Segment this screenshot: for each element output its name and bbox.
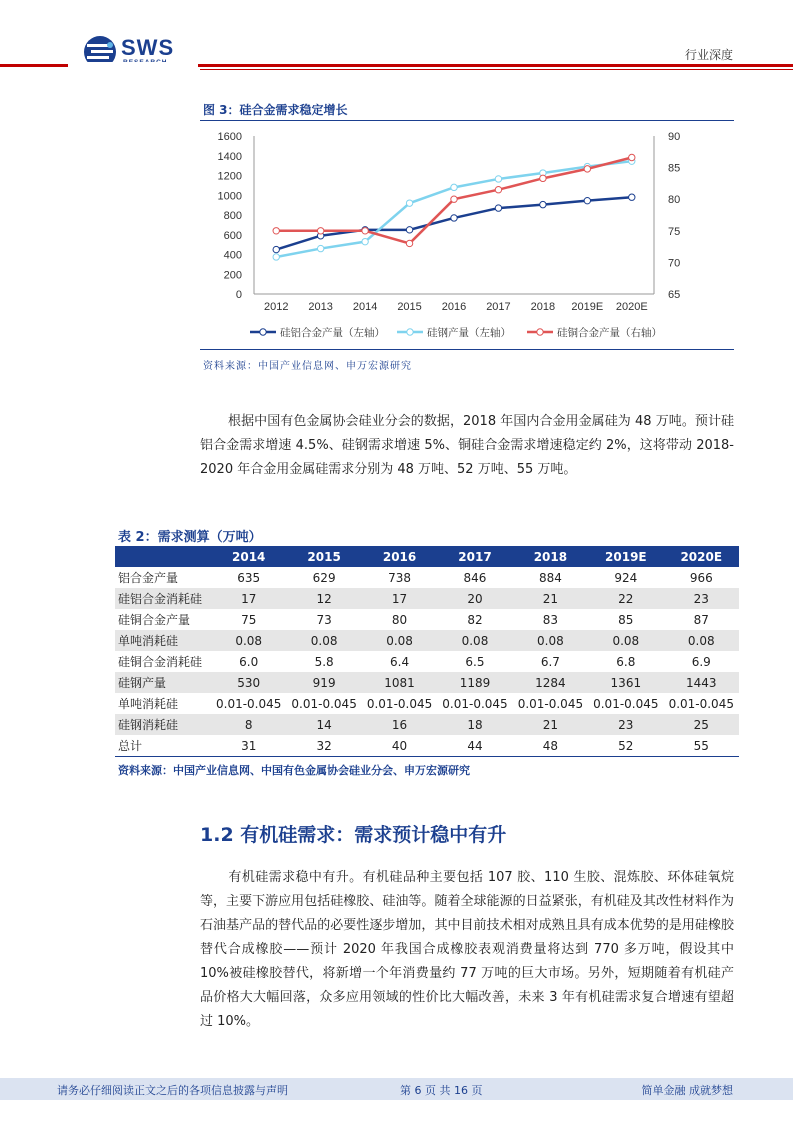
right-axis-tick-label: 90 [668, 131, 681, 143]
legend-label: 硅铜合金产量（右轴） [557, 327, 662, 339]
legend-label: 硅铝合金产量（左轴） [280, 327, 385, 339]
table-cell: 0.01-0.045 [216, 696, 282, 711]
table-cell: 85 [618, 612, 634, 627]
table-cell: 82 [467, 612, 483, 627]
table-cell: 1284 [513, 672, 588, 693]
table-row [115, 630, 739, 651]
table-cell: 924 [614, 570, 638, 585]
data-point [540, 201, 546, 207]
x-axis-tick-label: 2015 [397, 301, 422, 313]
table-cell: 0.08 [211, 630, 286, 651]
left-axis-tick-label: 1200 [217, 170, 242, 183]
right-axis-tick-label: 65 [668, 289, 681, 301]
table-row-label: 硅铜合金消耗硅 [118, 655, 203, 669]
table-header-corner [115, 546, 211, 567]
figure-bottom-rule [200, 349, 734, 350]
right-axis-tick-label: 75 [668, 225, 681, 238]
table-header-cell: 2015 [286, 546, 361, 567]
table-row [115, 714, 739, 735]
right-axis-tick-label: 80 [668, 194, 681, 207]
table-header-cell: 2017 [437, 546, 512, 567]
x-axis-tick-label: 2014 [352, 301, 378, 313]
table-cell: 0.08 [664, 630, 739, 651]
legend-marker [407, 329, 413, 335]
x-axis-tick-label: 2020E [615, 301, 648, 313]
left-axis-tick-label: 800 [223, 210, 242, 222]
table-row [115, 567, 739, 588]
data-point [495, 176, 501, 182]
table-cell: 0.08 [286, 630, 361, 651]
figure-title: 图 3：硅合金需求稳定增长 [203, 103, 348, 117]
table-header-cell: 2018 [513, 546, 588, 567]
table-cell: 629 [312, 570, 336, 585]
right-axis-tick-label: 85 [668, 162, 681, 175]
paragraph-alloy-demand [200, 410, 734, 482]
table-cell: 1443 [664, 672, 739, 693]
table-header-cell: 2019E [588, 546, 663, 567]
table-row [115, 735, 739, 757]
table-row-label: 硅铝合金消耗硅 [115, 588, 211, 609]
table-header-cell: 2014 [211, 546, 286, 567]
table-cell: 966 [689, 570, 713, 585]
table-source: 资料来源：中国产业信息网、中国有色金属协会硅业分会、申万宏源研究 [118, 764, 470, 777]
table-row [115, 588, 739, 609]
data-point [406, 200, 412, 206]
table-cell: 6.7 [540, 654, 560, 669]
table-cell: 635 [237, 570, 261, 585]
table-cell: 75 [241, 612, 257, 627]
table-cell: 6.0 [239, 654, 259, 669]
footer-slogan: 简单金融 成就梦想 [641, 1084, 733, 1097]
table-cell: 5.8 [314, 654, 334, 669]
x-axis-tick-label: 2019E [571, 301, 604, 313]
table-cell: 44 [437, 735, 512, 757]
table-cell: 73 [316, 612, 332, 627]
table-cell: 1081 [362, 672, 437, 693]
section-title: 1.2 有机硅需求：需求预计稳中有升 [200, 824, 507, 846]
table-cell: 0.08 [362, 630, 437, 651]
data-point [273, 246, 279, 252]
table-cell: 846 [463, 570, 487, 585]
table-cell: 0.01-0.045 [668, 696, 734, 711]
table-cell: 14 [286, 714, 361, 735]
table-cell: 6.8 [616, 654, 636, 669]
data-point [317, 245, 323, 251]
table-row-label: 单吨消耗硅 [118, 697, 179, 711]
table-cell: 80 [391, 612, 408, 627]
table-cell: 17 [211, 588, 286, 609]
demand-table [115, 546, 739, 757]
footer-disclaimer: 请务必仔细阅读正文之后的各项信息披露与声明 [57, 1084, 288, 1097]
paragraph-silicone-demand-text: 有机硅需求稳中有升。有机硅品种主要包括 107 胶、110 生胶、混炼胶、环体硅氧烷等，主要下游应用包括硅橡胶、硅油等。随着全球能源的日益紧张，有机硅及其改性材料作为石油基产品的替代品的必要性逐步增加，其中目前技术相对成熟且具有成本优势的是用硅橡胶替代合成橡胶——预计 2020 年我国合成橡胶表观消费量将达到 770 多万吨，假设其中 10%被硅橡胶替代，将新增一个年消费量约 77 万吨的巨大市场。另外，短期随着有机硅产品价格大大幅回落，众多应用领域的性价比大幅改善，未来 3 年有机硅需求复合增速有望超过 10%。 [200, 870, 734, 1029]
table-row [115, 609, 739, 630]
table-cell: 21 [513, 588, 588, 609]
data-point [273, 228, 279, 234]
series-line [276, 161, 632, 257]
legend-label: 硅钢产量（左轴） [427, 327, 511, 339]
data-point [540, 175, 546, 181]
table-cell: 52 [588, 735, 663, 757]
data-point [273, 254, 279, 260]
data-point [495, 187, 501, 193]
x-axis-tick-label: 2013 [308, 301, 333, 313]
data-point [629, 154, 635, 160]
table-row-label: 总计 [115, 735, 211, 757]
table-cell: 0.01-0.045 [442, 696, 508, 711]
table-cell: 0.01-0.045 [593, 696, 659, 711]
figure-top-rule [200, 120, 734, 121]
table-row-label: 单吨消耗硅 [115, 630, 211, 651]
left-axis-tick-label: 1400 [217, 150, 242, 163]
table-cell: 0.08 [437, 630, 512, 651]
table-cell: 1189 [437, 672, 512, 693]
x-axis-tick-label: 2016 [441, 301, 467, 313]
left-axis-tick-label: 1600 [217, 131, 242, 143]
table-title: 表 2：需求测算（万吨） [118, 530, 262, 545]
table-row-label: 硅钢消耗硅 [115, 714, 211, 735]
table-cell: 0.08 [588, 630, 663, 651]
table-header-cell: 2016 [362, 546, 437, 567]
data-point [495, 205, 501, 211]
table-cell: 40 [362, 735, 437, 757]
data-point [406, 227, 412, 233]
x-axis-tick-label: 2017 [486, 301, 511, 313]
document-type: 行业深度 [684, 48, 733, 62]
data-point [451, 196, 457, 202]
table-row-label: 硅钢产量 [115, 672, 211, 693]
data-point [451, 184, 457, 190]
table-cell: 25 [664, 714, 739, 735]
left-axis-tick-label: 1000 [217, 190, 242, 203]
data-point [362, 238, 368, 244]
table-row [115, 693, 739, 714]
left-axis-tick-label: 600 [223, 229, 242, 242]
table-cell: 919 [286, 672, 361, 693]
table-cell: 6.9 [691, 654, 711, 669]
table-cell: 16 [362, 714, 437, 735]
table-cell: 23 [588, 714, 663, 735]
table-cell: 83 [542, 612, 559, 627]
data-point [406, 240, 412, 246]
x-axis-tick-label: 2012 [263, 301, 289, 313]
left-axis-tick-label: 0 [235, 289, 242, 301]
table-header-cell: 2020E [664, 546, 739, 567]
logo-wordmark: SWS [121, 35, 175, 60]
left-axis-tick-label: 200 [223, 269, 242, 282]
data-point [584, 197, 590, 203]
data-point [451, 215, 457, 221]
table-cell: 23 [664, 588, 739, 609]
table-cell: 530 [211, 672, 286, 693]
table-cell: 17 [362, 588, 437, 609]
table-cell: 21 [513, 714, 588, 735]
table-cell: 6.4 [390, 654, 410, 669]
table-cell: 55 [664, 735, 739, 757]
table-cell: 22 [588, 588, 663, 609]
series-line [276, 197, 632, 249]
footer-page-number: 第 6 页 共 16 页 [400, 1084, 483, 1097]
table-cell: 6.5 [465, 654, 485, 669]
left-axis-tick-label: 400 [223, 249, 242, 262]
table-cell: 31 [211, 735, 286, 757]
table-row [115, 672, 739, 693]
data-point [362, 228, 368, 234]
table-cell: 0.01-0.045 [366, 696, 433, 711]
legend-marker [537, 329, 543, 335]
table-cell: 18 [437, 714, 512, 735]
line-chart [200, 122, 734, 348]
table-cell: 12 [286, 588, 361, 609]
figure-source: 资料来源：中国产业信息网、申万宏源研究 [203, 361, 412, 372]
table-header-row [115, 546, 739, 567]
data-point [629, 194, 635, 200]
table-row-label: 硅铜合金产量 [118, 613, 191, 627]
data-point [584, 166, 590, 172]
table-cell: 884 [538, 570, 562, 585]
table-cell: 0.01-0.045 [291, 696, 357, 711]
table-cell: 738 [388, 570, 411, 585]
table-cell: 20 [437, 588, 512, 609]
table-row-label: 铝合金产量 [118, 571, 179, 585]
header-rule-thin [200, 69, 793, 70]
paragraph-alloy-demand-text: 根据中国有色金属协会硅业分会的数据，2018 年国内合金用金属硅为 48 万吨。预计硅铝合金需求增速 4.5%、硅钢需求增速 5%、铜硅合金需求增速稳定约 2%，这将带动 2018-2020 年合金用金属硅需求分别为 48 万吨、52 万吨、55 万吨。 [200, 414, 734, 477]
table-row [115, 651, 739, 672]
table-cell: 8 [211, 714, 286, 735]
x-axis-tick-label: 2018 [530, 301, 556, 313]
table-cell: 32 [286, 735, 361, 757]
paragraph-silicone-demand [200, 866, 734, 1034]
legend-marker [260, 329, 266, 335]
table-cell: 48 [513, 735, 588, 757]
table-cell: 87 [693, 612, 709, 627]
table-cell: 0.08 [513, 630, 588, 651]
header-rule-gap [68, 62, 198, 70]
right-axis-tick-label: 70 [668, 257, 681, 270]
table-cell: 0.01-0.045 [517, 696, 584, 711]
table-cell: 1361 [588, 672, 663, 693]
data-point [317, 228, 323, 234]
